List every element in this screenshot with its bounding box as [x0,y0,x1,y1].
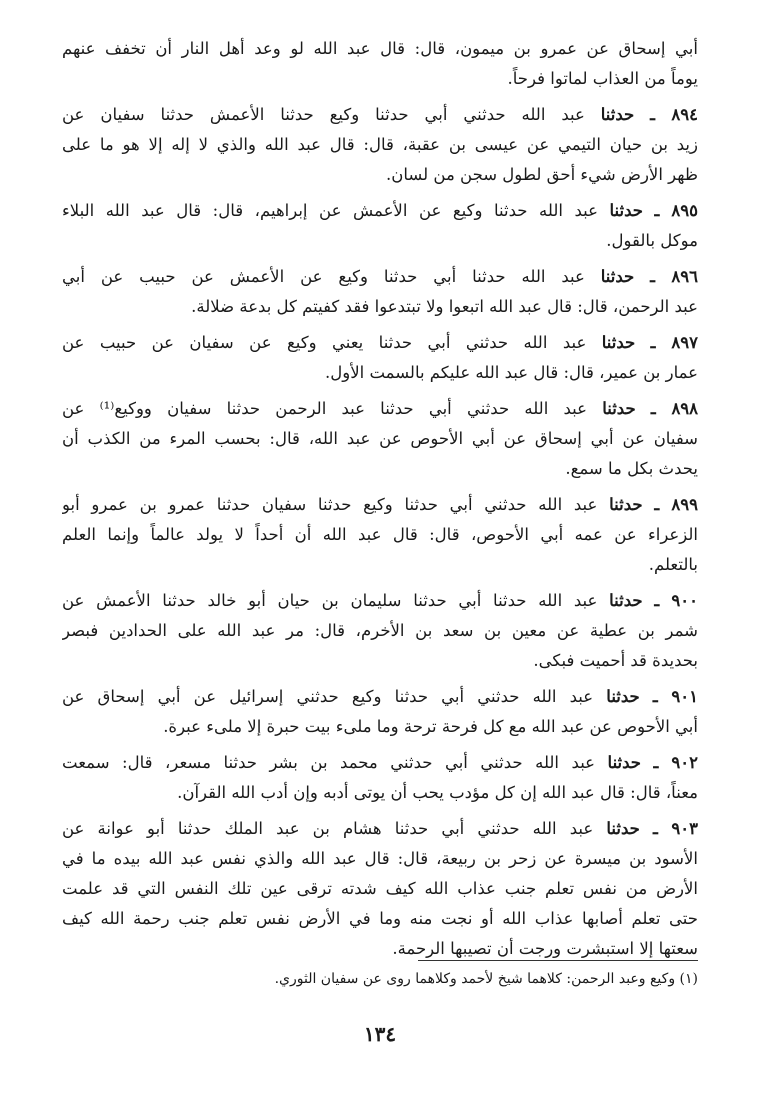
text-line [62,100,698,130]
line-text: أبي الأحوص عن عبد الله مع كل فرحة ترحة وما ملىء بيت حبرة إلا ملىء عبرة. [163,717,698,736]
hadith-entry [62,328,698,388]
text-line [62,748,698,778]
hadith-entry [62,490,698,580]
hadith-number: ٨٩٤ ـ [650,105,698,124]
line-text: الأسود بن ميسرة عن زحر بن ربيعة، قال: قال عبد الله والذي نفس عبد الله بيده ما في [62,849,698,868]
line-text: بالتعلم. [648,555,698,574]
text-line [62,712,698,742]
hadith-number: ٨٩٥ ـ [654,201,698,220]
hadith-number: ٩٠١ ـ [652,687,698,706]
hadith-opening-word: حدثنا [602,399,636,418]
line-text: الزعراء عن عمه أبي الأحوص، قال: قال عبد الله أن أحداً لا يولد عالماً وإنما العلم [62,525,698,544]
text-line [62,586,698,616]
text-line [62,64,698,94]
line-text: أبي إسحاق عن عمرو بن ميمون، قال: قال عبد الله لو وعد أهل النار أن تخفف عنهم [62,39,698,58]
line-text: يحدث بكل ما سمع. [565,459,698,478]
hadith-number: ٨٩٨ ـ [650,399,698,418]
line-text: عبد الله حدثني أبي حدثنا هشام بن عبد الملك حدثنا أبو عوانة عن [62,819,594,838]
text-line [62,874,698,904]
text-line [62,454,698,484]
line-text: ظهر الأرض شيء أحق لطول سجن من لسان. [386,165,698,184]
hadith-number: ٩٠٠ ـ [654,591,698,610]
text-line [62,646,698,676]
line-text: موكل بالقول. [606,231,698,250]
text-line [62,292,698,322]
line-text: عبد الله حدثنا وكيع عن الأعمش عن إبراهيم، قال: قال عبد الله البلاء [62,201,598,220]
hadith-entry [62,748,698,808]
text-line [62,520,698,550]
line-text: عبد الله حدثنا أبي حدثنا سليمان بن حيان أبو خالد حدثنا الأعمش عن [62,591,598,610]
line-text: عبد الله حدثنا أبي حدثنا وكيع عن الأعمش عن حبيب عن أبي [62,267,585,286]
text-line [62,682,698,712]
hadith-number: ٨٩٦ ـ [650,267,698,286]
text-line [62,778,698,808]
text-line [62,550,698,580]
hadith-number: ٨٩٧ ـ [650,333,698,352]
text-line [62,130,698,160]
text-line [62,424,698,454]
line-text: سفيان عن أبي إسحاق عن أبي الأحوص عن عبد الله، قال: بحسب المرء من الكذب أن [62,429,698,448]
line-text: زيد بن حيان التيمي عن عيسى بن عقبة، قال: قال عبد الله والذي لا إله إلا هو ما على [62,135,698,154]
line-text: حتى تعلم أصابها عذاب الله أو نجت منه وما في الأرض نفس تعلم جنب رحمة الله كيف [62,909,698,928]
hadith-entry [62,394,698,484]
line-text: عبد الله حدثني أبي حدثنا وكيع حدثنا سفيان حدثنا عمرو بن عمرو أبو [62,495,598,514]
line-text: معناً، قال: قال عبد الله إن كل مؤدب يحب أن يوتى أدبه وإن أدب الله القرآن. [177,783,698,802]
line-text: عبد الله حدثني أبي حدثني محمد بن بشر حدثنا مسعر، قال: سمعت [62,753,596,772]
hadith-opening-word: حدثنا [601,333,636,352]
line-text: عبد الله حدثني أبي حدثنا وكيع حدثنا الأعمش حدثنا سفيان عن [62,105,585,124]
text-line [62,358,698,388]
text-line [62,490,698,520]
hadith-entry [62,196,698,256]
hadith-number: ٩٠٣ ـ [652,819,698,838]
hadith-opening-word: حدثنا [609,591,643,610]
footnote-divider [418,960,698,961]
text-line [62,262,698,292]
hadith-entry [62,34,698,94]
line-text: عبد الرحمن، قال: قال عبد الله اتبعوا ولا تبتدعوا فقد كفيتم كل بدعة ضلالة. [191,297,698,316]
text-line [62,844,698,874]
line-text: يوماً من العذاب لماتوا فرحاً. [507,69,698,88]
hadith-number: ٨٩٩ ـ [654,495,698,514]
text-line [62,616,698,646]
text-line [62,904,698,934]
hadith-entry [62,100,698,190]
page-number: ١٣٤ [363,1022,397,1046]
text-line [62,226,698,256]
hadith-opening-word: حدثنا [600,105,635,124]
hadith-entry [62,586,698,676]
text-line [62,196,698,226]
hadith-opening-word: حدثنا [600,267,635,286]
line-text: بحديدة قد أحميت فبكى. [533,651,698,670]
hadith-opening-word: حدثنا [606,687,640,706]
line-text: عبد الله حدثني أبي حدثنا وكيع حدثني إسرائيل عن أبي إسحاق عن [62,687,594,706]
line-text: الأرض من نفس تعلم جنب عذاب الله كيف شدته ترقى عين تلك النفس التي قد علمت [62,879,698,898]
line-text: عبد الله حدثني أبي حدثنا عبد الرحمن حدثنا سفيان ووكيع⁽¹⁾ عن [62,399,587,418]
hadith-opening-word: حدثنا [606,819,640,838]
text-line [62,394,698,424]
hadith-opening-word: حدثنا [609,495,643,514]
text-line [62,34,698,64]
line-text: شمر بن عطية عن معين بن سعد بن الأخرم، قال: مر عبد الله على الحدادين فبصر [62,621,698,640]
line-text: سعتها إلا استبشرت ورجت أن تصيبها الرحمة. [392,939,698,958]
hadith-opening-word: حدثنا [609,201,643,220]
page-body [62,34,698,970]
hadith-entry [62,682,698,742]
hadith-entry [62,262,698,322]
text-line [62,328,698,358]
line-text: عبد الله حدثني أبي حدثنا يعني وكيع عن سفيان عن حبيب عن [62,333,587,352]
hadith-entry [62,814,698,964]
footnote: (١) وكيع وعبد الرحمن: كلاهما شيخ لأحمد وكلاهما روى عن سفيان الثوري. [274,971,698,987]
hadith-number: ٩٠٢ ـ [653,753,698,772]
hadith-opening-word: حدثنا [607,753,642,772]
text-line [62,160,698,190]
text-line [62,814,698,844]
line-text: عمار بن عمير، قال: قال عبد الله عليكم بالسمت الأول. [325,363,698,382]
